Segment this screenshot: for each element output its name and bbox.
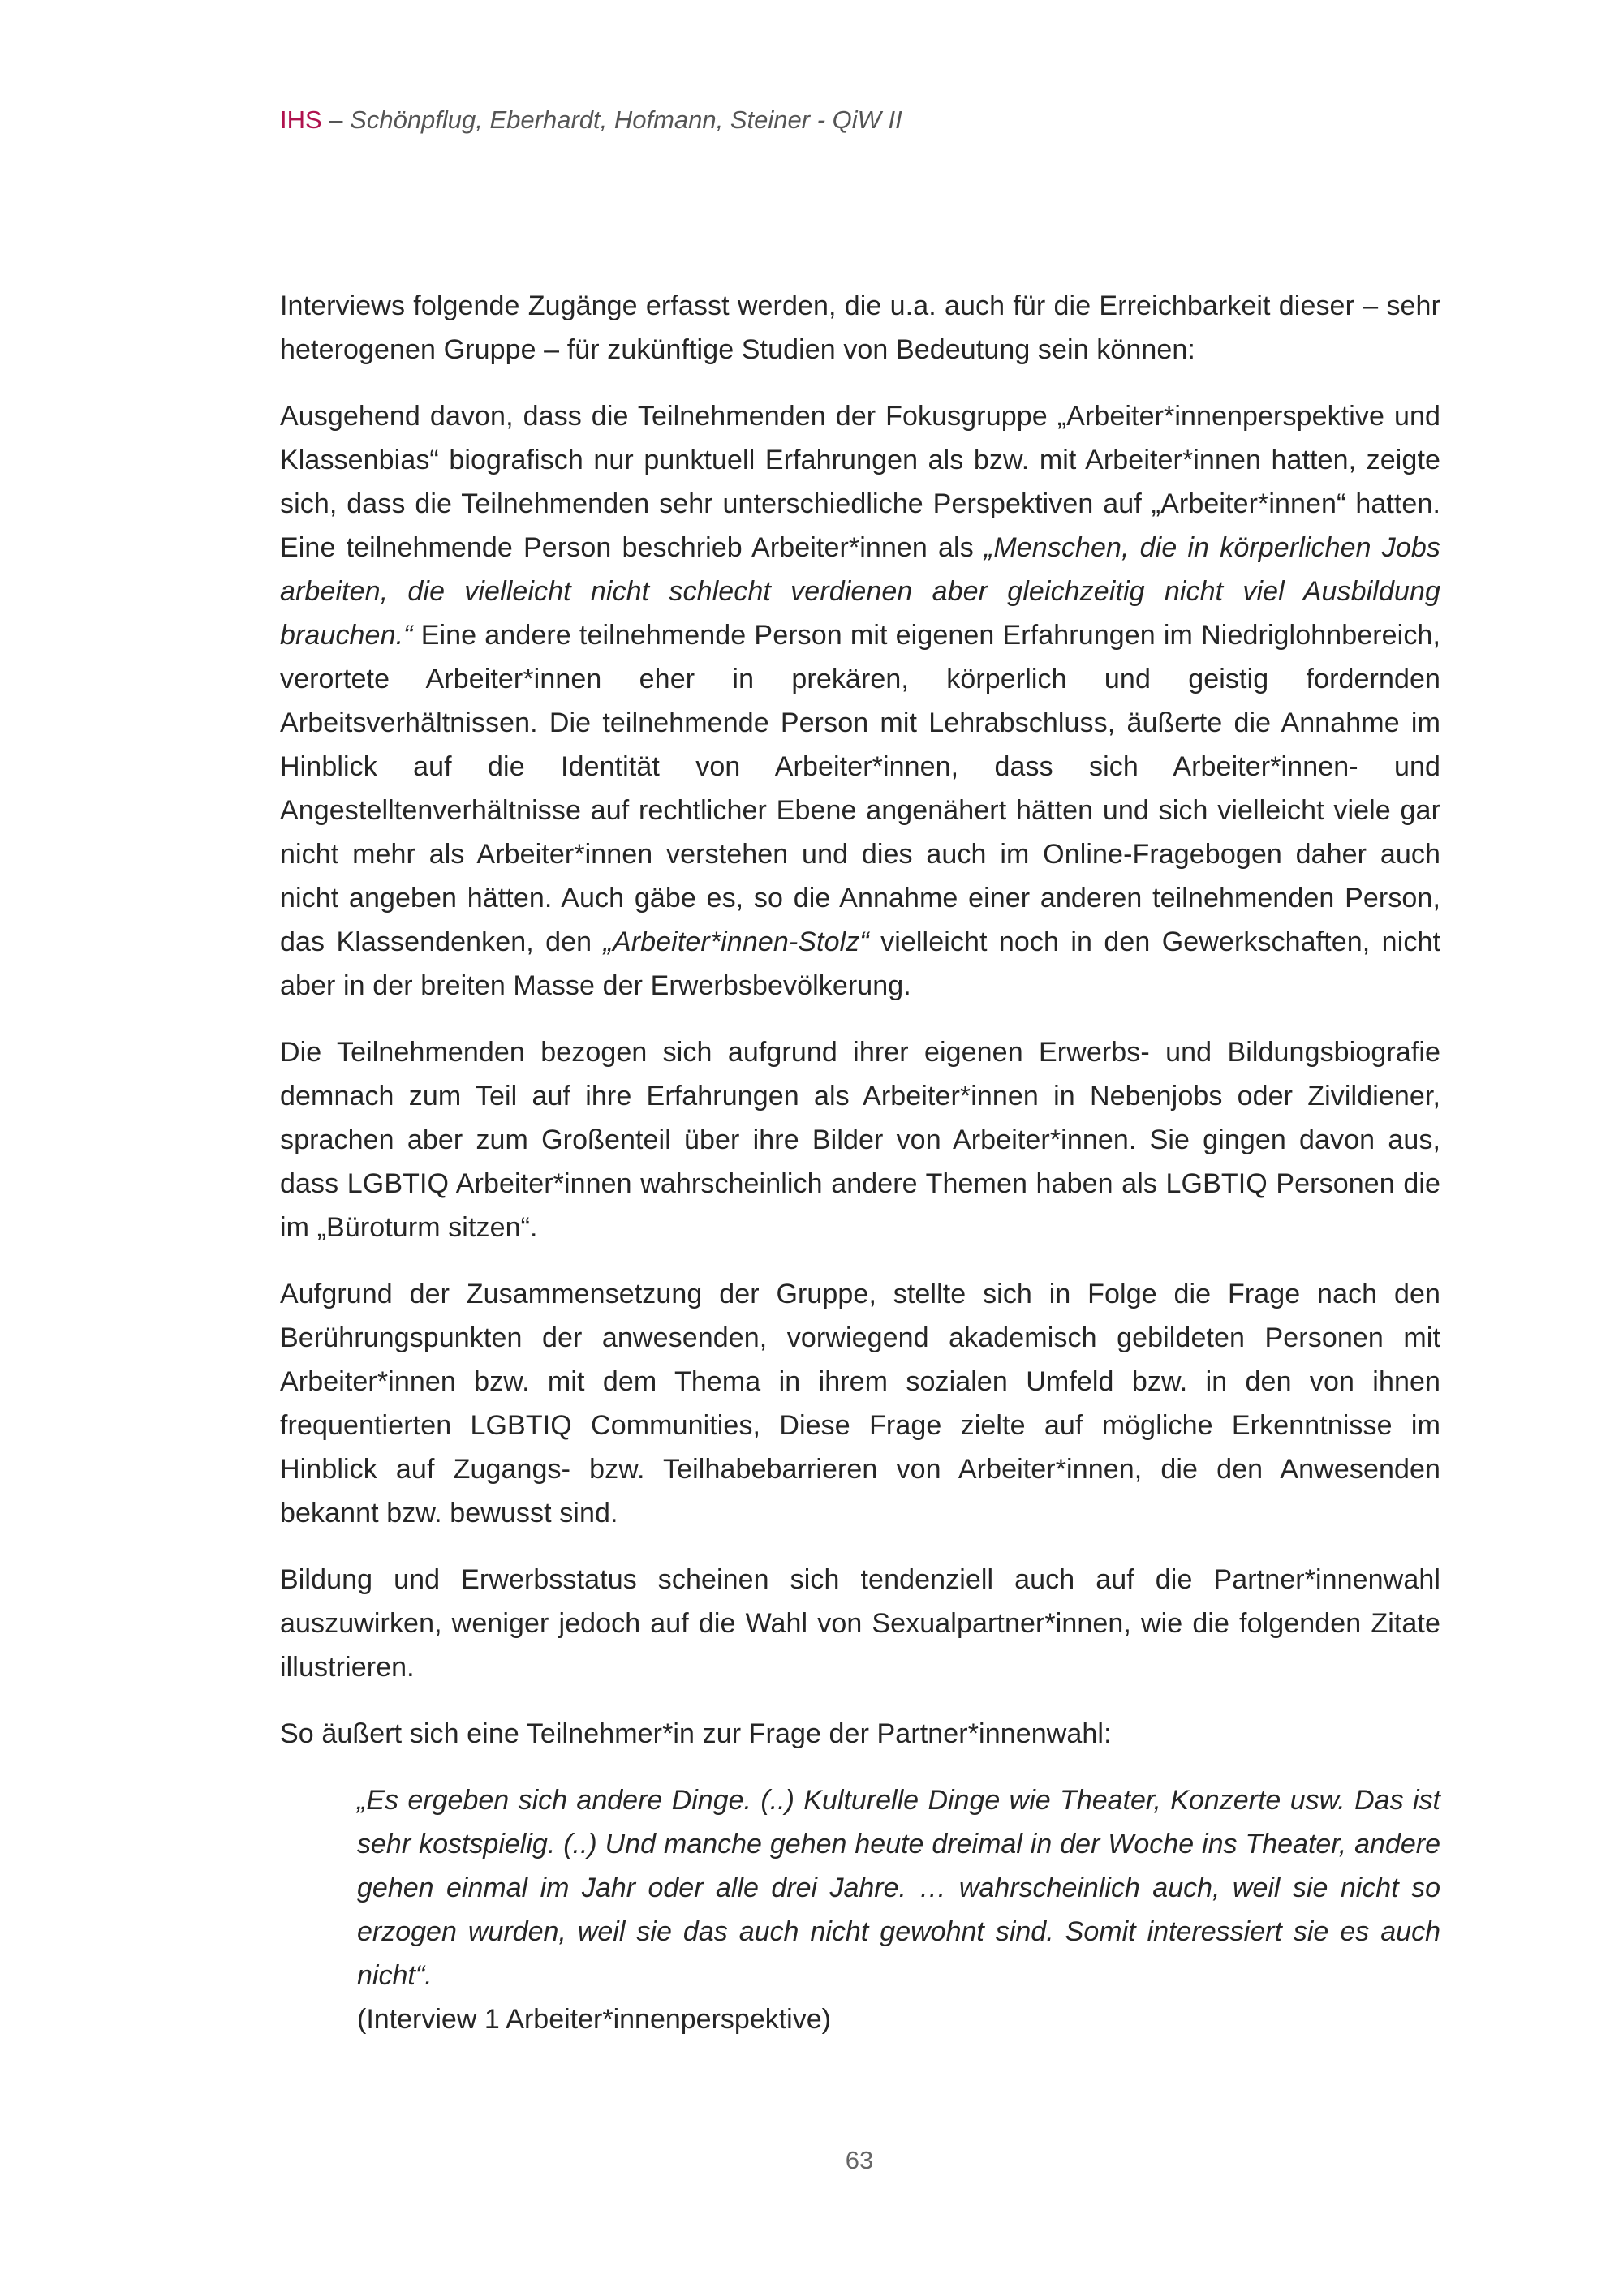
- inline-quote-stolz: „Arbeiter*innen-Stolz“: [603, 927, 869, 957]
- paragraph-composition: Aufgrund der Zusammensetzung der Gruppe, stellte sich in Folge die Frage nach den Berührungspunkten der anwesenden, vorwiegend akademisch gebildeten Personen mit Arbeiter*innen bzw. mit dem Thema in ihrem sozialen Umfeld bzw. in den von ihnen frequentierten LGBTIQ Communities, Diese Frage zielte auf mögliche Erkenntnisse im Hinblick auf Zugangs- bzw. Teilhabebarrieren von Arbeiter*innen, die den Anwesenden bekannt bzw. bewusst sind.: [280, 1279, 1440, 1529]
- interview-quote: [280, 1778, 1440, 2041]
- paragraph-perspectives-part2: Eine andere teilnehmende Person mit eigenen Erfahrungen im Niedriglohnbereich, verortete Arbeiter*innen eher in prekären, körperlich und geistig fordernden Arbeitsverhältnissen. Die teilnehmende Person mit Lehrabschluss, äußerte die Annahme im Hinblick auf die Identität von Arbeiter*innen, dass sich Arbeiter*innen- und Angestelltenverhältnisse auf rechtlicher Ebene angenähert hätten und sich vielleicht viele gar nicht mehr als Arbeiter*innen verstehen und dies auch im Online-Fragebogen daher auch nicht angeben hätten. Auch gäbe es, so die Annahme einer anderen teilnehmenden Person, das Klassendenken, den: [280, 620, 1440, 957]
- interview-quote-text: „Es ergeben sich andere Dinge. (..) Kulturelle Dinge wie Theater, Konzerte usw. Das ist sehr kostspielig. (..) Und manche gehen heute dreimal in der Woche ins Theater, andere gehen einmal im Jahr oder alle drei Jahre. … wahrscheinlich auch, weil sie nicht so erzogen wurden, weil sie das auch nicht gewohnt sind. Somit interessiert sie es auch nicht“.: [357, 1785, 1440, 1991]
- paragraph-perspectives: [280, 394, 1440, 1008]
- body-text: [280, 284, 1440, 2041]
- header-brand: IHS: [280, 105, 322, 134]
- header-authors: Schönpflug, Eberhardt, Hofmann, Steiner - QiW II: [350, 105, 902, 134]
- paragraph-intro: Interviews folgende Zugänge erfasst werden, die u.a. auch für die Erreichbarkeit dieser – sehr heterogenen Gruppe – für zukünftige Studien von Bedeutung sein können:: [280, 290, 1440, 365]
- header-separator: –: [321, 105, 351, 134]
- paragraph-perspectives-part3: vielleicht noch in den Gewerkschaften, nicht aber in der breiten Masse der Erwerbsbevölkerung.: [280, 927, 1441, 1001]
- interview-quote-source: (Interview 1 Arbeiter*innenperspektive): [357, 2004, 831, 2035]
- paragraph-perspectives-part1: Ausgehend davon, dass die Teilnehmenden der Fokusgruppe „Arbeiter*innenperspektive und Klassenbias“ biografisch nur punktuell Erfahrungen als bzw. mit Arbeiter*innen hatten, zeigte sich, dass die Teilnehmenden sehr unterschiedliche Perspektiven auf „Arbeiter*innen“ hatten. Eine teilnehmende Person beschrieb Arbeiter*innen als: [280, 401, 1440, 563]
- paragraph-quote-intro: So äußert sich eine Teilnehmer*in zur Frage der Partner*innenwahl:: [280, 1718, 1112, 1749]
- paragraph-experiences: Die Teilnehmenden bezogen sich aufgrund ihrer eigenen Erwerbs- und Bildungsbiografie demnach zum Teil auf ihre Erfahrungen als Arbeiter*innen in Nebenjobs oder Zivildiener, sprachen aber zum Großenteil über ihre Bilder von Arbeiter*innen. Sie gingen davon aus, dass LGBTIQ Arbeiter*innen wahrscheinlich andere Themen haben als LGBTIQ Personen die im „Büroturm sitzen“.: [280, 1037, 1440, 1243]
- page-header: [280, 104, 902, 136]
- page-number: 63: [845, 2146, 874, 2174]
- paragraph-partner-choice: Bildung und Erwerbsstatus scheinen sich tendenziell auch auf die Partner*innenwahl auszuwirken, weniger jedoch auf die Wahl von Sexualpartner*innen, wie die folgenden Zitate illustrieren.: [280, 1564, 1440, 1683]
- inline-quote-menschen: „Menschen, die in körperlichen Jobs arbeiten, die vielleicht nicht schlecht verdienen aber gleichzeitig nicht viel Ausbildung brauchen.“: [280, 532, 1440, 651]
